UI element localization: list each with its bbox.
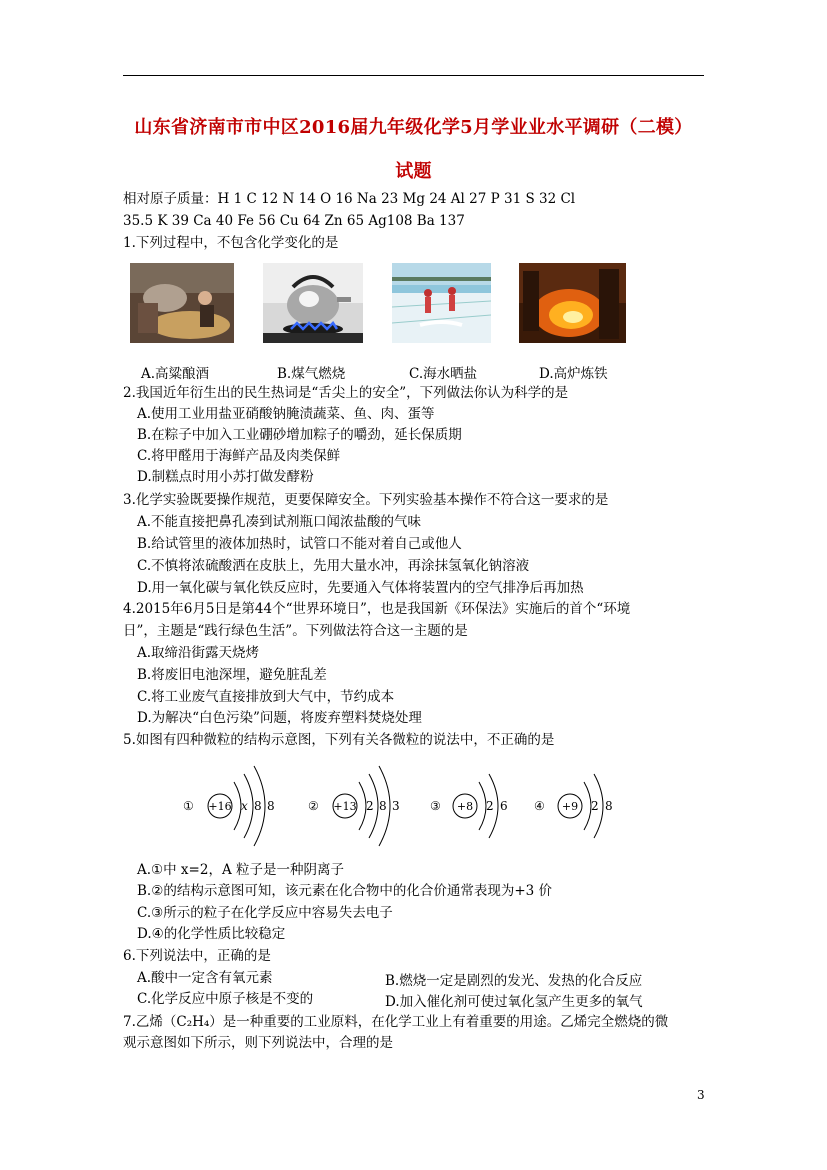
q3-option-c: C.不慎将浓硫酸洒在皮肤上，先用大量水冲，再涂抹氢氧化钠溶液 (137, 558, 530, 574)
particle-4-shell-2: 8 (605, 799, 613, 813)
atomic-structure-diagrams (178, 758, 638, 854)
particle-2-diagram (308, 766, 400, 846)
q7-stem-line1: 7.乙烯（C₂H₄）是一种重要的工业原料，在化学工业上有着重要的用途。乙烯完全燃烧的微 (123, 1014, 669, 1030)
q5-option-b: B.②的结构示意图可知，该元素在化合物中的化合价通常表现为+3 价 (137, 883, 553, 899)
q2-option-a: A.使用工业用盐亚硝酸钠腌渍蔬菜、鱼、肉、蛋等 (137, 406, 435, 422)
q4-stem-line1: 4.2015年6月5日是第44个“世界环境日”，也是我国新《环保法》实施后的首个“环境 (123, 601, 631, 617)
particle-2-nucleus: +13 (333, 800, 357, 813)
particle-2-number: ② (308, 799, 319, 813)
particle-3-number: ③ (430, 799, 441, 813)
q7-stem-line2: 观示意图如下所示，则下列说法中，合理的是 (123, 1035, 393, 1051)
q5-option-d: D.④的化学性质比较稳定 (137, 926, 286, 942)
page-title-line2: 试题 (395, 161, 432, 182)
q6-option-d: D.加入催化剂可使过氧化氢产生更多的氧气 (385, 994, 643, 1010)
q6-stem: 6.下列说法中，正确的是 (123, 948, 271, 964)
q2-option-b: B.在粽子中加入工业硼砂增加粽子的嚼劲，延长保质期 (137, 427, 462, 443)
page-number: 3 (697, 1088, 705, 1102)
q1-caption-b: B.煤气燃烧 (277, 366, 346, 382)
q4-option-d: D.为解决“白色污染”问题，将废弃塑料焚烧处理 (137, 710, 422, 726)
q1-caption-d: D.高炉炼铁 (539, 366, 608, 382)
atomic-mass-line-2: 35.5 K 39 Ca 40 Fe 56 Cu 64 Zn 65 Ag108 Ba 137 (123, 213, 465, 229)
q4-stem-line2: 日”，主题是“践行绿色生活”。下列做法符合这一主题的是 (123, 623, 468, 639)
particle-4-diagram (534, 774, 613, 838)
q6-option-b: B.燃烧一定是剧烈的发光、发热的化合反应 (385, 973, 643, 989)
q6-option-c: C.化学反应中原子核是不变的 (137, 991, 314, 1007)
particle-2-shell-2: 8 (379, 799, 387, 813)
particle-3-shell-2: 6 (500, 799, 508, 813)
q1-caption-c: C.海水晒盐 (409, 366, 478, 382)
q4-option-b: B.将废旧电池深埋，避免脏乱差 (137, 667, 327, 683)
q5-option-c: C.③所示的粒子在化学反应中容易失去电子 (137, 905, 393, 921)
q3-option-a: A.不能直接把鼻孔凑到试剂瓶口闻浓盐酸的气味 (137, 514, 422, 530)
q6-option-a: A.酸中一定含有氧元素 (137, 970, 273, 986)
particle-3-nucleus: +8 (456, 800, 474, 813)
sorghum-brewing-image (130, 263, 234, 343)
particle-3-diagram (430, 774, 508, 838)
particle-1-shell-1: x (241, 799, 248, 813)
particle-4-nucleus: +9 (561, 800, 579, 813)
q3-stem: 3.化学实验既要操作规范，更要保障安全。下列实验基本操作不符合这一要求的是 (123, 492, 609, 508)
q2-option-d: D.制糕点时用小苏打做发酵粉 (137, 469, 314, 485)
particle-2-shell-3: 3 (392, 799, 400, 813)
particle-1-diagram (183, 766, 275, 846)
atomic-mass-line-1: 相对原子质量：H 1 C 12 N 14 O 16 Na 23 Mg 24 Al 27 P 31 S 32 Cl (123, 191, 576, 207)
header-rule (123, 75, 704, 76)
particle-4-number: ④ (534, 799, 545, 813)
particle-4-shell-1: 2 (591, 799, 599, 813)
q2-stem: 2.我国近年衍生出的民生热词是“舌尖上的安全”，下列做法你认为科学的是 (123, 385, 569, 401)
q3-option-b: B.给试管里的液体加热时，试管口不能对着自己或他人 (137, 536, 462, 552)
blast-furnace-image (519, 263, 626, 343)
q1-stem: 1.下列过程中，不包含化学变化的是 (123, 235, 339, 251)
particle-1-nucleus: +16 (208, 800, 232, 813)
page-title: 山东省济南市市中区2016届九年级化学5月学业业水平调研（二模） (134, 117, 693, 138)
q4-option-c: C.将工业废气直接排放到大气中，节约成本 (137, 689, 395, 705)
particle-3-shell-1: 2 (486, 799, 494, 813)
q5-stem: 5.如图有四种微粒的结构示意图，下列有关各微粒的说法中，不正确的是 (123, 732, 555, 748)
q4-option-a: A.取缔沿街露天烧烤 (137, 645, 260, 661)
q5-option-a: A.①中 x=2，A 粒子是一种阴离子 (137, 862, 344, 878)
particle-1-shell-2: 8 (254, 799, 262, 813)
q2-option-c: C.将甲醛用于海鲜产品及肉类保鲜 (137, 448, 341, 464)
particle-1-shell-3: 8 (267, 799, 275, 813)
q1-caption-a: A.高粱酿酒 (141, 366, 210, 382)
gas-stove-kettle-image (263, 263, 363, 343)
particle-2-shell-1: 2 (366, 799, 374, 813)
sea-salt-drying-image (392, 263, 491, 343)
particle-1-number: ① (183, 799, 194, 813)
q3-option-d: D.用一氧化碳与氧化铁反应时，先要通入气体将装置内的空气排净后再加热 (137, 580, 584, 596)
